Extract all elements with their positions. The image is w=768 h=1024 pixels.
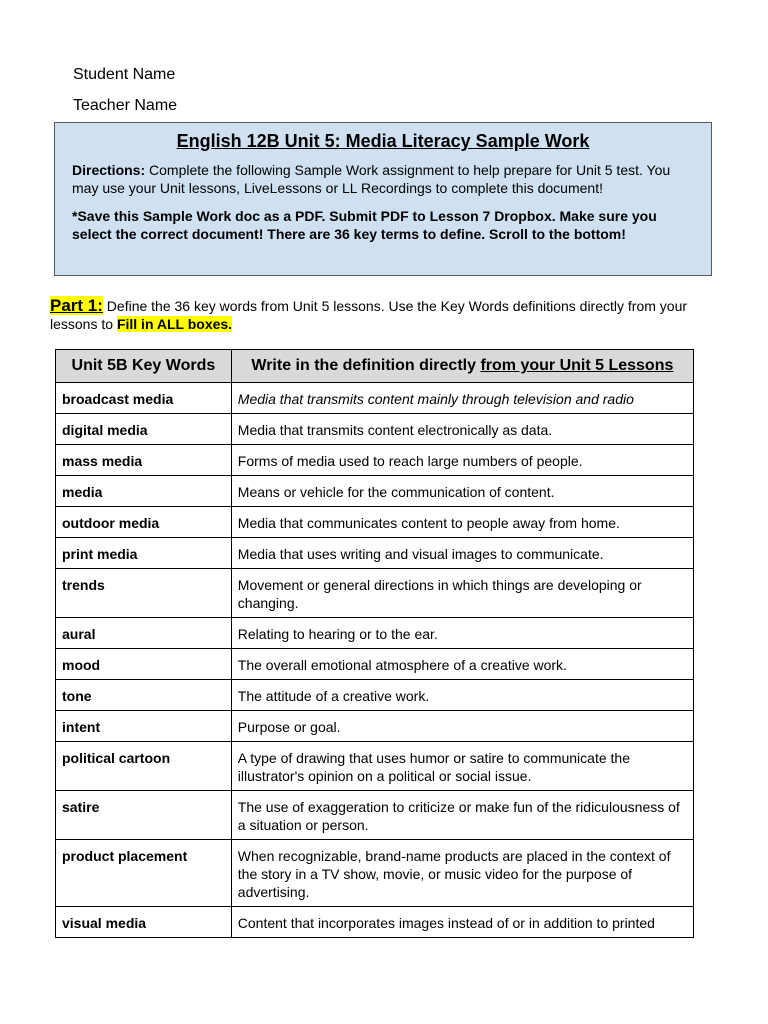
key-word-cell: mass media <box>56 445 232 476</box>
key-word-cell: trends <box>56 569 232 618</box>
key-word-cell: mood <box>56 649 232 680</box>
table-row <box>56 840 694 907</box>
student-name-label: Student Name <box>73 66 176 83</box>
fill-all-boxes-highlight: Fill in ALL boxes. <box>116 316 233 332</box>
definition-cell[interactable]: Media that transmits content electronically as data. <box>231 414 693 445</box>
directions-label: Directions: <box>72 162 146 178</box>
part1-label: Part 1: <box>50 296 103 315</box>
definition-cell[interactable]: Relating to hearing or to the ear. <box>231 618 693 649</box>
key-word-cell: outdoor media <box>56 507 232 538</box>
definition-cell[interactable]: The use of exaggeration to criticize or make fun of the ridiculousness of a situation or person. <box>231 791 693 840</box>
definition-cell[interactable]: Forms of media used to reach large numbers of people. <box>231 445 693 476</box>
key-word-cell: aural <box>56 618 232 649</box>
table-row <box>56 680 694 711</box>
table-row <box>56 414 694 445</box>
directions-box <box>54 122 712 276</box>
key-word-cell: digital media <box>56 414 232 445</box>
key-words-header: Unit 5B Key Words <box>56 350 232 383</box>
definition-cell[interactable]: Media that transmits content mainly through television and radio <box>231 383 693 414</box>
definition-cell[interactable]: Media that communicates content to people away from home. <box>231 507 693 538</box>
table-row <box>56 618 694 649</box>
definition-cell[interactable]: Content that incorporates images instead of or in addition to printed <box>231 907 693 938</box>
table-row <box>56 742 694 791</box>
key-word-cell: political cartoon <box>56 742 232 791</box>
definition-header-underlined: from your Unit 5 Lessons <box>480 357 674 374</box>
key-word-cell: visual media <box>56 907 232 938</box>
table-row <box>56 507 694 538</box>
directions-text: Complete the following Sample Work assignment to help prepare for Unit 5 test. You may use your Unit lessons, LiveLessons or LL Recordings to complete this document! <box>72 162 671 196</box>
part1-instructions <box>50 297 700 333</box>
key-word-cell: satire <box>56 791 232 840</box>
table-row <box>56 791 694 840</box>
definition-cell[interactable]: Media that uses writing and visual images to communicate. <box>231 538 693 569</box>
part1-text: Define the 36 key words from Unit 5 lessons. Use the Key Words definitions directly from your lessons to <box>50 298 688 332</box>
definition-cell[interactable]: A type of drawing that uses humor or satire to communicate the illustrator's opinion on a political or social issue. <box>231 742 693 791</box>
definition-header <box>231 350 693 383</box>
table-row <box>56 569 694 618</box>
table-row <box>56 907 694 938</box>
save-note <box>72 208 694 243</box>
definition-header-text: Write in the definition directly <box>251 357 481 374</box>
table-row <box>56 649 694 680</box>
definition-cell[interactable]: Means or vehicle for the communication of content. <box>231 476 693 507</box>
save-note-text: *Save this Sample Work doc as a PDF. Submit PDF to Lesson 7 Dropbox. Make sure you select the correct document! There are 36 key terms to define. Scroll to the bottom! <box>72 208 657 242</box>
table-header-row <box>56 350 694 383</box>
definition-cell[interactable]: The attitude of a creative work. <box>231 680 693 711</box>
table-row <box>56 711 694 742</box>
key-word-cell: print media <box>56 538 232 569</box>
key-word-cell: broadcast media <box>56 383 232 414</box>
key-word-cell: product placement <box>56 840 232 907</box>
key-word-cell: intent <box>56 711 232 742</box>
document-title: English 12B Unit 5: Media Literacy Sample Work <box>176 131 590 151</box>
definition-cell[interactable]: Movement or general directions in which things are developing or changing. <box>231 569 693 618</box>
key-word-cell: tone <box>56 680 232 711</box>
definition-cell[interactable]: Purpose or goal. <box>231 711 693 742</box>
table-row <box>56 383 694 414</box>
definition-cell[interactable]: The overall emotional atmosphere of a creative work. <box>231 649 693 680</box>
table-row <box>56 538 694 569</box>
table-row <box>56 445 694 476</box>
teacher-name-label: Teacher Name <box>73 97 178 114</box>
directions-paragraph <box>72 162 694 197</box>
key-terms-table <box>55 349 694 938</box>
key-word-cell: media <box>56 476 232 507</box>
definition-cell[interactable]: When recognizable, brand-name products are placed in the context of the story in a TV show, movie, or music video for the purpose of advertising. <box>231 840 693 907</box>
table-row <box>56 476 694 507</box>
